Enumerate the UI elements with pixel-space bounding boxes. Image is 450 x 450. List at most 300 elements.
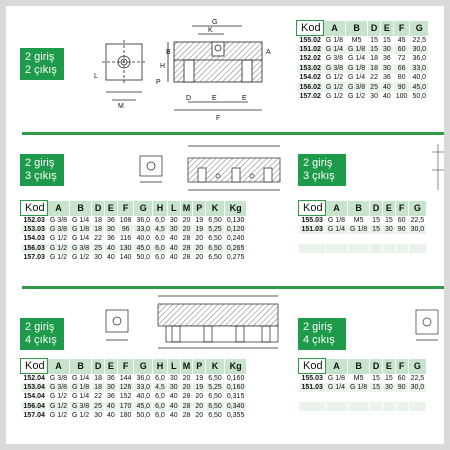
column-header: H xyxy=(153,359,168,374)
table-cell: G 1/4 xyxy=(323,45,345,54)
table-cell: 60 xyxy=(393,45,410,54)
badge-line-2: 2 çıkış xyxy=(25,64,57,76)
table-cell xyxy=(299,234,326,243)
table-cell xyxy=(370,253,383,262)
table-cell: G 1/4 xyxy=(325,383,347,392)
table-cell: G 1/2 xyxy=(47,402,69,411)
table-cell xyxy=(382,253,395,262)
table-cell xyxy=(370,411,383,420)
product-code: 154.04 xyxy=(21,392,48,401)
table-cell: 20 xyxy=(193,244,206,253)
table-cell: G 1/4 xyxy=(70,234,92,243)
product-code: 154.02 xyxy=(297,73,324,82)
table-cell: 6,50 xyxy=(206,253,225,262)
table-cell: G 1/2 xyxy=(70,253,92,262)
table-cell: G 1/8 xyxy=(346,45,368,54)
table-cell: 15 xyxy=(368,36,381,45)
table-cell: 28 xyxy=(180,392,193,401)
table-cell: G 3/8 xyxy=(70,402,92,411)
table-cell: 30 xyxy=(380,45,393,54)
table-cell: 18 xyxy=(92,225,105,234)
table-cell: 40,0 xyxy=(134,234,153,243)
column-header: E xyxy=(380,21,393,36)
table-cell: G 1/4 xyxy=(70,374,92,383)
empty-row xyxy=(299,234,427,243)
table-row xyxy=(297,64,429,73)
empty-row xyxy=(299,244,427,253)
table-cell: 28 xyxy=(180,234,193,243)
column-header: K xyxy=(206,359,225,374)
table-cell: G 1/8 xyxy=(325,216,347,225)
product-code: 155.03 xyxy=(299,374,326,383)
table-cell: 20 xyxy=(193,411,206,420)
product-code: 156.02 xyxy=(297,82,324,91)
product-code: 153.04 xyxy=(21,383,48,392)
table-cell xyxy=(299,244,326,253)
column-header: Kod xyxy=(21,359,48,374)
drawing-2x2 xyxy=(92,14,288,126)
table-cell xyxy=(325,411,347,420)
table-cell: 40 xyxy=(167,411,180,420)
table-row xyxy=(297,73,429,82)
table-cell: 60 xyxy=(395,374,408,383)
column-header: L xyxy=(167,359,180,374)
table-cell: G 1/2 xyxy=(70,411,92,420)
column-header: Kod xyxy=(21,201,48,216)
table-cell: 0,160 xyxy=(224,374,247,383)
table-cell xyxy=(370,402,383,411)
table-cell xyxy=(395,253,408,262)
column-header: Kg xyxy=(224,201,247,216)
table-cell: 6,0 xyxy=(153,253,168,262)
column-header: E xyxy=(382,359,395,374)
table-cell xyxy=(382,234,395,243)
table-cell: 40,0 xyxy=(410,73,429,82)
table-cell: 100 xyxy=(393,92,410,101)
table-cell: 20 xyxy=(193,234,206,243)
table-cell: 6,0 xyxy=(153,244,168,253)
table-cell: 22,5 xyxy=(408,374,427,383)
dim-label-k: K xyxy=(208,27,213,34)
table-cell: 15 xyxy=(370,374,383,383)
table-row xyxy=(299,216,427,225)
table-cell: G 1/4 xyxy=(70,216,92,225)
table-cell xyxy=(408,244,427,253)
column-header: B xyxy=(346,21,368,36)
product-code: 151.03 xyxy=(299,383,326,392)
product-code: 155.02 xyxy=(297,36,324,45)
table-cell: 20 xyxy=(180,374,193,383)
table-row xyxy=(21,225,247,234)
table-cell: 40 xyxy=(104,244,117,253)
table-cell: 25 xyxy=(368,82,381,91)
column-header: E xyxy=(104,359,117,374)
table-cell: 15 xyxy=(380,36,393,45)
dim-label-p: P xyxy=(156,79,161,86)
column-header: Kod xyxy=(299,201,326,216)
column-header: B xyxy=(70,359,92,374)
table-cell: 116 xyxy=(117,234,134,243)
column-header: E xyxy=(382,201,395,216)
table-cell: 50,0 xyxy=(134,253,153,262)
table-cell: 30 xyxy=(368,92,381,101)
table-cell: 6,0 xyxy=(153,234,168,243)
table-cell: 45,0 xyxy=(134,244,153,253)
table-cell: 140 xyxy=(117,253,134,262)
section3-right-badge xyxy=(298,318,346,350)
column-header: D xyxy=(368,21,381,36)
column-header: P xyxy=(193,359,206,374)
table-cell: 22,5 xyxy=(408,216,427,225)
table-cell: 30 xyxy=(104,383,117,392)
product-code: 154.03 xyxy=(21,234,48,243)
table-cell: 6,0 xyxy=(153,411,168,420)
table-cell: 40 xyxy=(167,253,180,262)
table-cell: 30 xyxy=(92,253,105,262)
table-cell: 90 xyxy=(395,383,408,392)
product-code: 151.02 xyxy=(297,45,324,54)
spec-table-2x4-small xyxy=(298,358,427,420)
table-cell: G 1/2 xyxy=(323,92,345,101)
table-cell: 0,340 xyxy=(224,402,247,411)
table-cell xyxy=(382,392,395,401)
column-header: G xyxy=(134,359,153,374)
column-header: D xyxy=(370,201,383,216)
table-cell: 66 xyxy=(393,64,410,73)
table-cell: G 3/8 xyxy=(47,383,69,392)
table-cell: G 1/4 xyxy=(325,225,347,234)
table-cell: 15 xyxy=(370,225,383,234)
table-row xyxy=(21,253,247,262)
table-cell: G 1/8 xyxy=(346,64,368,73)
table-cell: 28 xyxy=(180,402,193,411)
table-row xyxy=(297,54,429,63)
table-cell xyxy=(408,411,427,420)
table-cell: G 1/8 xyxy=(70,383,92,392)
dim-label-m: M xyxy=(118,103,124,110)
dim-label-e2: E xyxy=(242,95,247,102)
column-header: A xyxy=(323,21,345,36)
table-cell: 18 xyxy=(92,383,105,392)
column-header: A xyxy=(325,359,347,374)
table-row xyxy=(297,92,429,101)
table-cell xyxy=(395,411,408,420)
table-cell: 36,0 xyxy=(410,54,429,63)
table-cell xyxy=(325,234,347,243)
column-header: D xyxy=(92,201,105,216)
table-cell: 40,0 xyxy=(134,392,153,401)
table-cell: 30 xyxy=(382,225,395,234)
table-cell: 33,0 xyxy=(410,64,429,73)
table-cell: 28 xyxy=(180,411,193,420)
column-header: Kod xyxy=(299,359,326,374)
column-header: G xyxy=(134,201,153,216)
table-cell xyxy=(348,402,370,411)
column-header: G xyxy=(408,359,427,374)
table-cell: 18 xyxy=(368,64,381,73)
column-header: Kg xyxy=(224,359,247,374)
table-cell: M5 xyxy=(348,216,370,225)
table-cell: 6,50 xyxy=(206,411,225,420)
table-cell: 25 xyxy=(92,244,105,253)
table-cell: 30 xyxy=(167,225,180,234)
table-cell xyxy=(325,402,347,411)
table-cell: 18 xyxy=(92,374,105,383)
table-cell: 6,50 xyxy=(206,392,225,401)
table-row xyxy=(21,402,247,411)
table-cell: 130 xyxy=(117,244,134,253)
table-cell xyxy=(370,244,383,253)
table-cell: 40 xyxy=(380,82,393,91)
table-cell: 50,0 xyxy=(410,92,429,101)
table-cell: 0,275 xyxy=(224,253,247,262)
table-row xyxy=(299,383,427,392)
table-cell: 22 xyxy=(92,392,105,401)
column-header: F xyxy=(117,201,134,216)
table-cell xyxy=(348,392,370,401)
column-header: G xyxy=(408,201,427,216)
product-code: 157.04 xyxy=(21,411,48,420)
table-cell: 19 xyxy=(193,374,206,383)
table-cell: 5,25 xyxy=(206,383,225,392)
table-cell: G 3/8 xyxy=(47,216,69,225)
table-cell xyxy=(395,244,408,253)
table-cell: 80 xyxy=(393,73,410,82)
table-cell: 5,25 xyxy=(206,225,225,234)
table-cell xyxy=(299,411,326,420)
table-cell xyxy=(382,402,395,411)
table-cell: 36,0 xyxy=(134,374,153,383)
table-cell: 4,5 xyxy=(153,383,168,392)
table-cell: 6,50 xyxy=(206,374,225,383)
badge-line-1: 2 giriş xyxy=(303,157,333,169)
table-cell: 36 xyxy=(104,234,117,243)
table-cell xyxy=(299,253,326,262)
table-cell xyxy=(395,402,408,411)
dim-label-a: A xyxy=(266,49,271,56)
table-row xyxy=(21,216,247,225)
table-cell: G 1/8 xyxy=(348,225,370,234)
table-row xyxy=(21,234,247,243)
table-cell xyxy=(325,244,347,253)
drawing-2x3 xyxy=(136,136,296,198)
column-header: F xyxy=(393,21,410,36)
table-cell: G 1/2 xyxy=(47,411,69,420)
dim-label-d: D xyxy=(186,95,192,102)
dim-label-g: G xyxy=(212,19,218,26)
table-cell: G 1/8 xyxy=(70,225,92,234)
table-cell: 30 xyxy=(104,225,117,234)
table-cell: 40 xyxy=(104,411,117,420)
badge-line-2: 4 çıkış xyxy=(25,334,57,346)
table-cell: 40 xyxy=(167,244,180,253)
table-row xyxy=(297,82,429,91)
table-cell: 19 xyxy=(193,225,206,234)
table-cell: G 1/8 xyxy=(323,36,345,45)
table-cell: G 1/2 xyxy=(47,234,69,243)
table-cell xyxy=(408,402,427,411)
badge-line-1: 2 giriş xyxy=(25,321,55,333)
table-cell: 0,130 xyxy=(224,216,247,225)
table-cell xyxy=(299,392,326,401)
table-row xyxy=(299,374,427,383)
column-header: G xyxy=(410,21,429,36)
table-cell: 60 xyxy=(395,216,408,225)
drawing-2x4 xyxy=(102,290,292,352)
table-row xyxy=(297,45,429,54)
product-code: 157.02 xyxy=(297,92,324,101)
table-cell: 22 xyxy=(368,73,381,82)
table-cell: G 1/8 xyxy=(325,374,347,383)
product-code: 157.03 xyxy=(21,253,48,262)
dim-label-e: E xyxy=(212,95,217,102)
table-cell: 170 xyxy=(117,402,134,411)
table-row xyxy=(21,383,247,392)
table-cell: 15 xyxy=(370,216,383,225)
badge-line-2: 3 çıkış xyxy=(303,170,335,182)
table-cell: 0,120 xyxy=(224,225,247,234)
empty-row xyxy=(299,392,427,401)
table-cell: 30,0 xyxy=(408,225,427,234)
table-cell: 45,0 xyxy=(134,402,153,411)
badge-line-1: 2 giriş xyxy=(25,51,55,63)
dim-label-b: B xyxy=(166,49,171,56)
table-cell: 40 xyxy=(104,253,117,262)
table-cell xyxy=(382,411,395,420)
product-code: 156.03 xyxy=(21,244,48,253)
table-cell: G 1/4 xyxy=(346,54,368,63)
product-code: 156.04 xyxy=(21,402,48,411)
table-cell: G 3/8 xyxy=(47,374,69,383)
table-cell: 30 xyxy=(382,383,395,392)
column-header: L xyxy=(167,201,180,216)
table-cell: 15 xyxy=(370,383,383,392)
table-cell: 6,50 xyxy=(206,216,225,225)
table-cell: 108 xyxy=(117,216,134,225)
table-cell: M5 xyxy=(348,374,370,383)
column-header: F xyxy=(117,359,134,374)
column-header: M xyxy=(180,201,193,216)
table-cell: 15 xyxy=(382,374,395,383)
column-header: P xyxy=(193,201,206,216)
table-cell: 6,50 xyxy=(206,244,225,253)
table-cell: 0,160 xyxy=(224,383,247,392)
column-header: A xyxy=(47,201,69,216)
spec-table-2x4 xyxy=(20,358,247,420)
table-cell: 96 xyxy=(117,225,134,234)
table-cell xyxy=(370,392,383,401)
table-cell: G 3/8 xyxy=(323,64,345,73)
product-code: 152.04 xyxy=(21,374,48,383)
table-cell: 152 xyxy=(117,392,134,401)
table-cell: 30 xyxy=(380,64,393,73)
table-cell: 36 xyxy=(104,374,117,383)
table-cell: 6,0 xyxy=(153,216,168,225)
table-cell: 72 xyxy=(393,54,410,63)
table-cell: 0,240 xyxy=(224,234,247,243)
table-cell xyxy=(408,253,427,262)
table-cell xyxy=(370,234,383,243)
table-cell: 4,5 xyxy=(153,225,168,234)
column-header: K xyxy=(206,201,225,216)
table-cell: 28 xyxy=(180,244,193,253)
table-cell: 19 xyxy=(193,216,206,225)
table-cell: 22,5 xyxy=(410,36,429,45)
table-cell: G 3/8 xyxy=(47,225,69,234)
dim-label-f: F xyxy=(216,115,221,122)
table-cell xyxy=(348,253,370,262)
table-cell xyxy=(325,253,347,262)
table-cell: 30,0 xyxy=(410,45,429,54)
badge-line-1: 2 giriş xyxy=(303,321,333,333)
table-cell: G 1/2 xyxy=(346,92,368,101)
table-cell: 6,50 xyxy=(206,402,225,411)
dim-label-h: H xyxy=(160,63,166,70)
table-cell: 0,265 xyxy=(224,244,247,253)
section2-right-badge xyxy=(298,154,346,186)
table-cell: 15 xyxy=(368,45,381,54)
column-header: F xyxy=(395,359,408,374)
table-cell: 36 xyxy=(380,73,393,82)
table-cell xyxy=(408,234,427,243)
table-row xyxy=(21,392,247,401)
empty-row xyxy=(299,253,427,262)
table-cell: 22 xyxy=(92,234,105,243)
table-cell: 90 xyxy=(395,225,408,234)
product-code: 152.03 xyxy=(21,216,48,225)
table-cell: G 1/8 xyxy=(348,383,370,392)
table-cell: G 1/2 xyxy=(47,392,69,401)
drawing-2x4-small xyxy=(406,296,450,356)
table-cell: 180 xyxy=(117,411,134,420)
table-cell: 45,0 xyxy=(410,82,429,91)
table-cell: G 1/2 xyxy=(47,244,69,253)
table-cell: 45 xyxy=(393,36,410,45)
product-code: 153.03 xyxy=(21,225,48,234)
table-cell: 6,50 xyxy=(206,234,225,243)
spec-table-2x2 xyxy=(296,20,429,101)
table-cell xyxy=(348,234,370,243)
table-cell: 6,0 xyxy=(153,402,168,411)
empty-row xyxy=(299,411,427,420)
column-header: E xyxy=(104,201,117,216)
column-header: D xyxy=(92,359,105,374)
table-cell: 90 xyxy=(393,82,410,91)
product-code: 155.03 xyxy=(299,216,326,225)
table-cell: 33,0 xyxy=(134,383,153,392)
table-cell: G 1/2 xyxy=(47,253,69,262)
table-cell: 30 xyxy=(167,216,180,225)
table-cell: 6,0 xyxy=(153,374,168,383)
badge-line-2: 3 çıkış xyxy=(25,170,57,182)
empty-row xyxy=(299,402,427,411)
table-cell: 0,355 xyxy=(224,411,247,420)
table-cell xyxy=(348,411,370,420)
table-cell: G 1/4 xyxy=(346,73,368,82)
product-code: 152.02 xyxy=(297,54,324,63)
table-cell: 25 xyxy=(92,402,105,411)
table-cell: 18 xyxy=(92,216,105,225)
column-header: F xyxy=(395,201,408,216)
table-cell: 20 xyxy=(180,225,193,234)
table-cell: 40 xyxy=(167,392,180,401)
table-cell: 20 xyxy=(193,402,206,411)
column-header: A xyxy=(47,359,69,374)
table-cell: 6,0 xyxy=(153,392,168,401)
table-cell: M5 xyxy=(346,36,368,45)
table-row xyxy=(21,244,247,253)
product-code: 153.02 xyxy=(297,64,324,73)
